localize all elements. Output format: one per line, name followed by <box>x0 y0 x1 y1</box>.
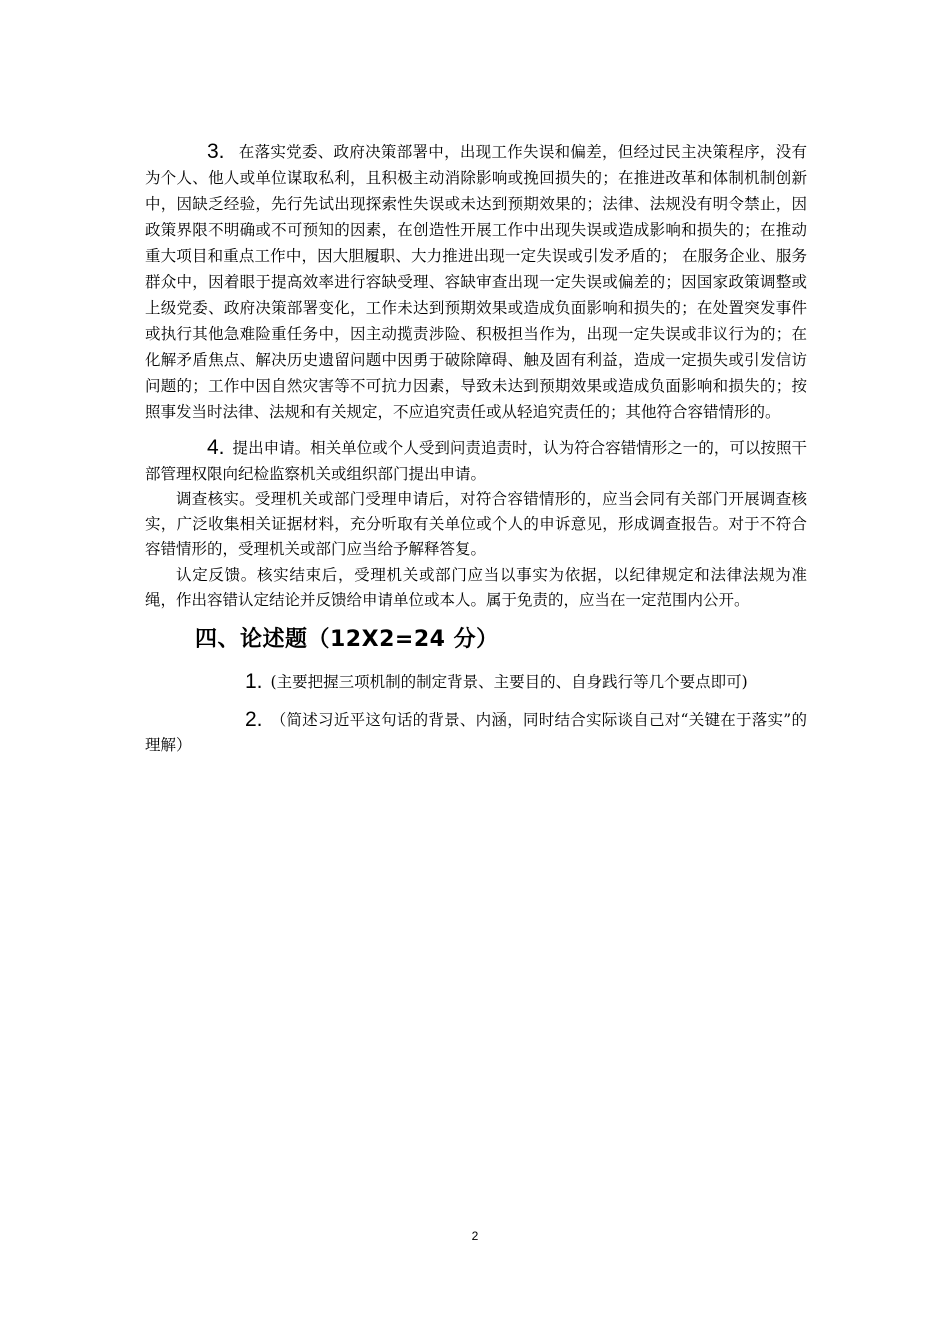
item-text: 提出申请。相关单位或个人受到问责追责时，认为符合容错情形之一的，可以按照干部管理权限向纪检监察机关或组织部门提出申请。 <box>145 439 807 483</box>
spacer <box>145 695 807 707</box>
essay-item-1 <box>145 669 807 695</box>
spacer <box>145 613 807 623</box>
paragraph-investigation: 调查核实。受理机关或部门受理申请后，对符合容错情形的，应当会同有关部门开展调查核实，广泛收集相关证据材料，充分听取有关单位或个人的申诉意见，形成调查报告。对于不符合容错情形的，受理机关或部门应当给予解释答复。 <box>145 490 807 559</box>
spacer <box>145 425 807 435</box>
item-number: 4. <box>207 436 225 459</box>
page-content <box>145 139 807 759</box>
item-number: 3. <box>207 140 225 163</box>
answer-item-3 <box>145 139 807 425</box>
item-number: 2. <box>245 708 263 732</box>
answer-item-4 <box>145 435 807 487</box>
essay-item-2 <box>145 707 807 758</box>
item-text: (主要把握三项机制的制定背景、主要目的、自身践行等几个要点即可) <box>270 673 748 692</box>
item-text: 在落实党委、政府决策部署中，出现工作失误和偏差，但经过民主决策程序，没有为个人、他人或单位谋取私利，且积极主动消除影响或挽回损失的；在推进改革和体制机制创新中，因缺乏经验，先行先试出现探索性失误或未达到预期效果的；法律、法规没有明令禁止，因政策界限不明确或不可预知的因素，在创造性开展工作中出现失误或造成影响和损失的；在推动重大项目和重点工作中，因大胆履职、大力推进出现一定失误或引发矛盾的； 在服务企业、服务群众中，因着眼于提高效率进行容缺受理、容缺审查出现一定失误或偏差的；因国家政策调整或上级党委、政府决策部署变化，工作未达到预期效果或造成负面影响和损失的；在处置突发事件或执行其他急难险重任务中，因主动揽责涉险、积极担当作为，出现一定失误或非议行为的；在化解矛盾焦点、解决历史遗留问题中因勇于破除障碍、触及固有利益，造成一定损失或引发信访问题的；工作中因自然灾害等不可抗力因素，导致未达到预期效果或造成负面影响和损失的；按照事发当时法律、法规和有关规定，不应追究责任或从轻追究责任的；其他符合容错情形的。 <box>145 143 807 421</box>
section-heading: 四、论述题（12X2=24 分） <box>195 627 499 653</box>
paragraph-feedback: 认定反馈。核实结束后，受理机关或部门应当以事实为依据，以纪律规定和法律法规为准绳，作出容错认定结论并反馈给申请单位或本人。属于免责的，应当在一定范围内公开。 <box>145 565 807 609</box>
spacer <box>145 657 807 669</box>
page-number: 2 <box>471 1229 479 1243</box>
item-text: （简述习近平这句话的背景、内涵，同时结合实际谈自己对“关键在于落实”的理解） <box>145 711 807 755</box>
item-number: 1. <box>245 670 263 694</box>
